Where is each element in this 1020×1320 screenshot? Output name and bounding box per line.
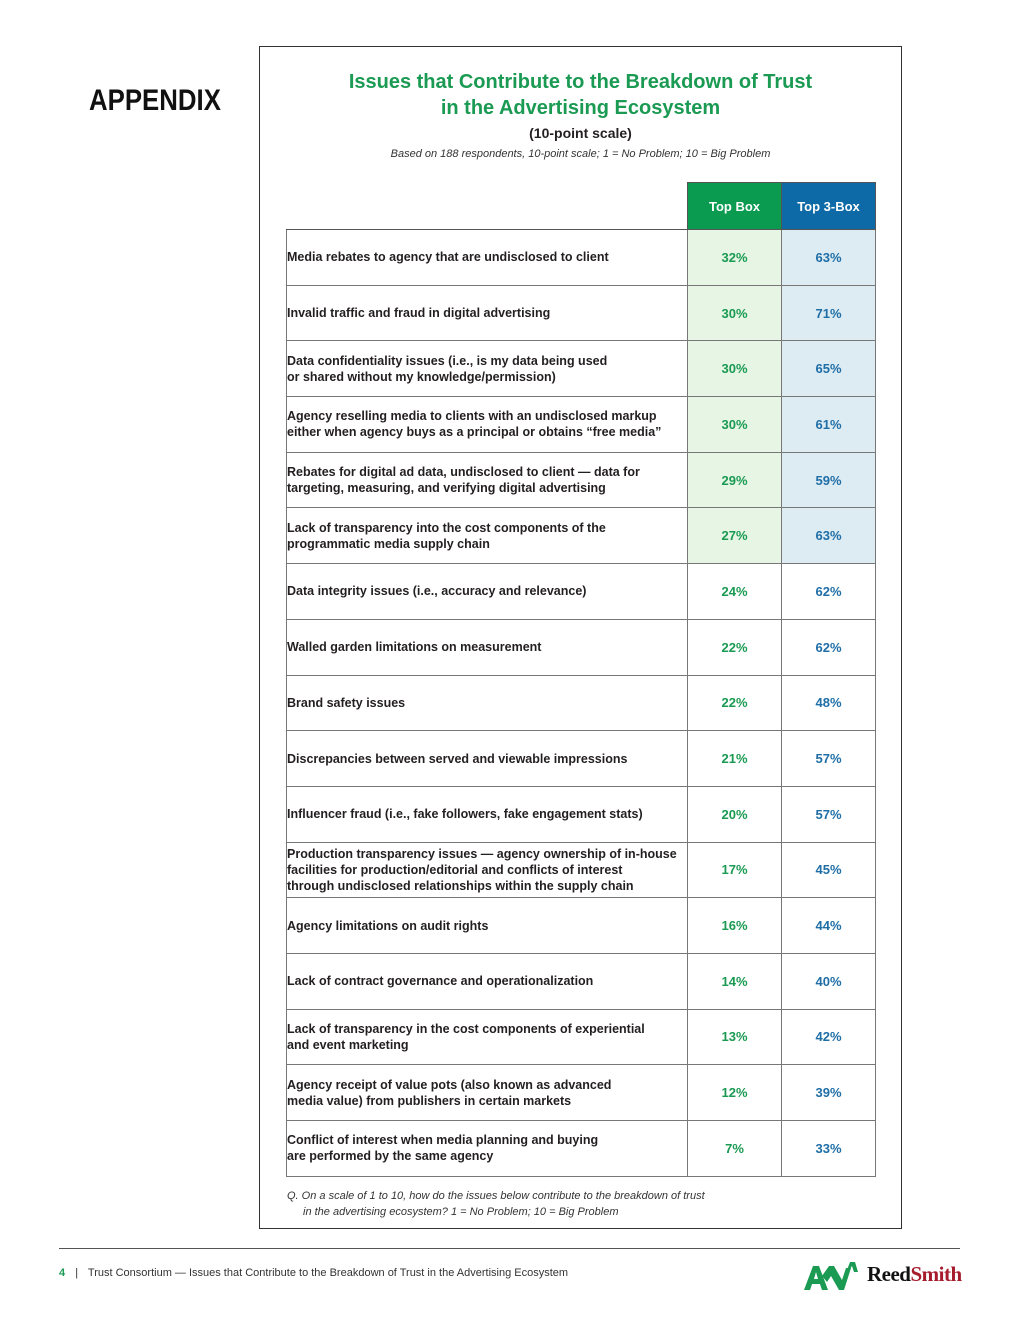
issue-text-line: Lack of contract governance and operationalization	[287, 974, 594, 989]
page-number: 4	[59, 1267, 66, 1279]
top-box-value: 30%	[688, 341, 782, 397]
panel-subtitle: (10-point scale)	[529, 125, 632, 141]
table-row	[287, 508, 876, 564]
table-row	[287, 1121, 876, 1177]
table-row	[287, 285, 876, 341]
issue-cell	[287, 285, 688, 341]
table-row	[287, 230, 876, 286]
issues-table	[286, 182, 876, 1177]
panel-title-line2: in the Advertising Ecosystem	[440, 97, 721, 119]
issue-text-line: Conflict of interest when media planning and buying	[287, 1133, 599, 1148]
top3-box-value: 45%	[782, 842, 876, 898]
issue-text-line: or shared without my knowledge/permission)	[287, 369, 556, 384]
top3-box-value: 57%	[782, 731, 876, 787]
top-box-value: 30%	[688, 397, 782, 453]
table-row	[287, 564, 876, 620]
table-row	[287, 786, 876, 842]
table-row	[287, 731, 876, 787]
top-box-value: 20%	[688, 786, 782, 842]
page-footer	[59, 1267, 568, 1279]
top3-box-value: 62%	[782, 619, 876, 675]
reed-smith-logo	[867, 1262, 962, 1287]
top3-box-value: 33%	[782, 1121, 876, 1177]
top-box-value: 30%	[688, 285, 782, 341]
table-row	[287, 1065, 876, 1121]
top-box-value: 14%	[688, 953, 782, 1009]
survey-panel	[259, 46, 902, 1229]
ana-logo	[802, 1258, 858, 1292]
issue-cell	[287, 619, 688, 675]
table-row	[287, 341, 876, 397]
issue-cell	[287, 953, 688, 1009]
top3-box-value: 71%	[782, 285, 876, 341]
top3-box-value: 63%	[782, 508, 876, 564]
top-box-value: 32%	[688, 230, 782, 286]
top3-box-value: 42%	[782, 1009, 876, 1065]
issue-cell	[287, 230, 688, 286]
issue-text-line: Agency limitations on audit rights	[287, 918, 489, 933]
issue-text-line: Lack of transparency in the cost components of experiential	[287, 1021, 645, 1036]
issue-text-line: Lack of transparency into the cost components of the	[287, 520, 606, 535]
issue-text-line: and event marketing	[287, 1037, 409, 1052]
table-row	[287, 619, 876, 675]
table-row	[287, 898, 876, 954]
issue-text-line: either when agency buys as a principal or obtains “free media”	[287, 425, 662, 440]
issue-cell	[287, 341, 688, 397]
issue-cell	[287, 564, 688, 620]
issue-cell	[287, 452, 688, 508]
issue-text-line: programmatic media supply chain	[287, 536, 490, 551]
top-box-value: 29%	[688, 452, 782, 508]
table-row	[287, 953, 876, 1009]
top-box-value: 24%	[688, 564, 782, 620]
top-box-value: 27%	[688, 508, 782, 564]
header-top3-box: Top 3-Box	[782, 183, 876, 230]
table-header-row	[287, 183, 876, 230]
table-row	[287, 1009, 876, 1065]
top-box-value: 16%	[688, 898, 782, 954]
issue-text-line: targeting, measuring, and verifying digital advertising	[287, 481, 606, 496]
issue-text-line: Agency reselling media to clients with an undisclosed markup	[287, 409, 657, 424]
issue-text-line: facilities for production/editorial and conflicts of interest	[287, 862, 623, 877]
top-box-value: 7%	[688, 1121, 782, 1177]
issue-text-line: Discrepancies between served and viewable impressions	[287, 751, 628, 766]
survey-question	[287, 1188, 705, 1220]
top-box-value: 21%	[688, 731, 782, 787]
issue-cell	[287, 508, 688, 564]
issue-text-line: Walled garden limitations on measurement	[287, 640, 542, 655]
issue-text-line: Invalid traffic and fraud in digital advertising	[287, 306, 551, 321]
top3-box-value: 48%	[782, 675, 876, 731]
issue-text-line: Influencer fraud (i.e., fake followers, fake engagement stats)	[287, 807, 643, 822]
top-box-value: 22%	[688, 675, 782, 731]
issue-text-line: through undisclosed relationships within the supply chain	[287, 878, 634, 893]
table-row	[287, 842, 876, 898]
issue-cell	[287, 842, 688, 898]
issue-cell	[287, 397, 688, 453]
footer-divider	[59, 1248, 960, 1249]
page-heading: APPENDIX	[89, 84, 221, 117]
issue-text-line: Rebates for digital ad data, undisclosed to client — data for	[287, 465, 640, 480]
issue-text-line: Agency receipt of value pots (also known as advanced	[287, 1077, 612, 1092]
issue-cell	[287, 1121, 688, 1177]
issue-cell	[287, 731, 688, 787]
issue-text-line: media value) from publishers in certain markets	[287, 1093, 572, 1108]
top-box-value: 12%	[688, 1065, 782, 1121]
top-box-value: 13%	[688, 1009, 782, 1065]
reed-wordmark: Reed	[867, 1262, 911, 1286]
table-row	[287, 452, 876, 508]
top3-box-value: 39%	[782, 1065, 876, 1121]
issue-text-line: Brand safety issues	[287, 695, 406, 710]
smith-wordmark: Smith	[910, 1262, 962, 1286]
top3-box-value: 57%	[782, 786, 876, 842]
respondent-basis: Based on 188 respondents, 10-point scale; 1 = No Problem; 10 = Big Problem	[390, 148, 771, 160]
issue-text-line: Data confidentiality issues (i.e., is my data being used	[287, 353, 608, 368]
top3-box-value: 44%	[782, 898, 876, 954]
issue-cell	[287, 1009, 688, 1065]
question-line1: Q. On a scale of 1 to 10, how do the issues below contribute to the breakdown of trust	[287, 1190, 705, 1202]
issue-text-line: are performed by the same agency	[287, 1149, 494, 1164]
issue-text-line: Production transparency issues — agency ownership of in-house	[287, 846, 677, 861]
top-box-value: 17%	[688, 842, 782, 898]
header-top-box: Top Box	[688, 183, 782, 230]
footer-text: Trust Consortium — Issues that Contribute to the Breakdown of Trust in the Advertising Ecosystem	[87, 1267, 569, 1279]
issue-text-line: Data integrity issues (i.e., accuracy and relevance)	[287, 584, 587, 599]
top3-box-value: 63%	[782, 230, 876, 286]
top3-box-value: 59%	[782, 452, 876, 508]
issue-text-line: Media rebates to agency that are undisclosed to client	[287, 250, 609, 265]
header-blank-cell	[287, 183, 688, 230]
issue-cell	[287, 675, 688, 731]
table-row	[287, 397, 876, 453]
issue-cell	[287, 786, 688, 842]
issue-cell	[287, 898, 688, 954]
table-row	[287, 675, 876, 731]
footer-separator: |	[75, 1267, 79, 1279]
top3-box-value: 62%	[782, 564, 876, 620]
top-box-value: 22%	[688, 619, 782, 675]
top3-box-value: 61%	[782, 397, 876, 453]
top3-box-value: 65%	[782, 341, 876, 397]
issue-cell	[287, 1065, 688, 1121]
top3-box-value: 40%	[782, 953, 876, 1009]
question-line2: in the advertising ecosystem? 1 = No Problem; 10 = Big Problem	[303, 1206, 619, 1218]
panel-title-line1: Issues that Contribute to the Breakdown of Trust	[348, 71, 813, 93]
